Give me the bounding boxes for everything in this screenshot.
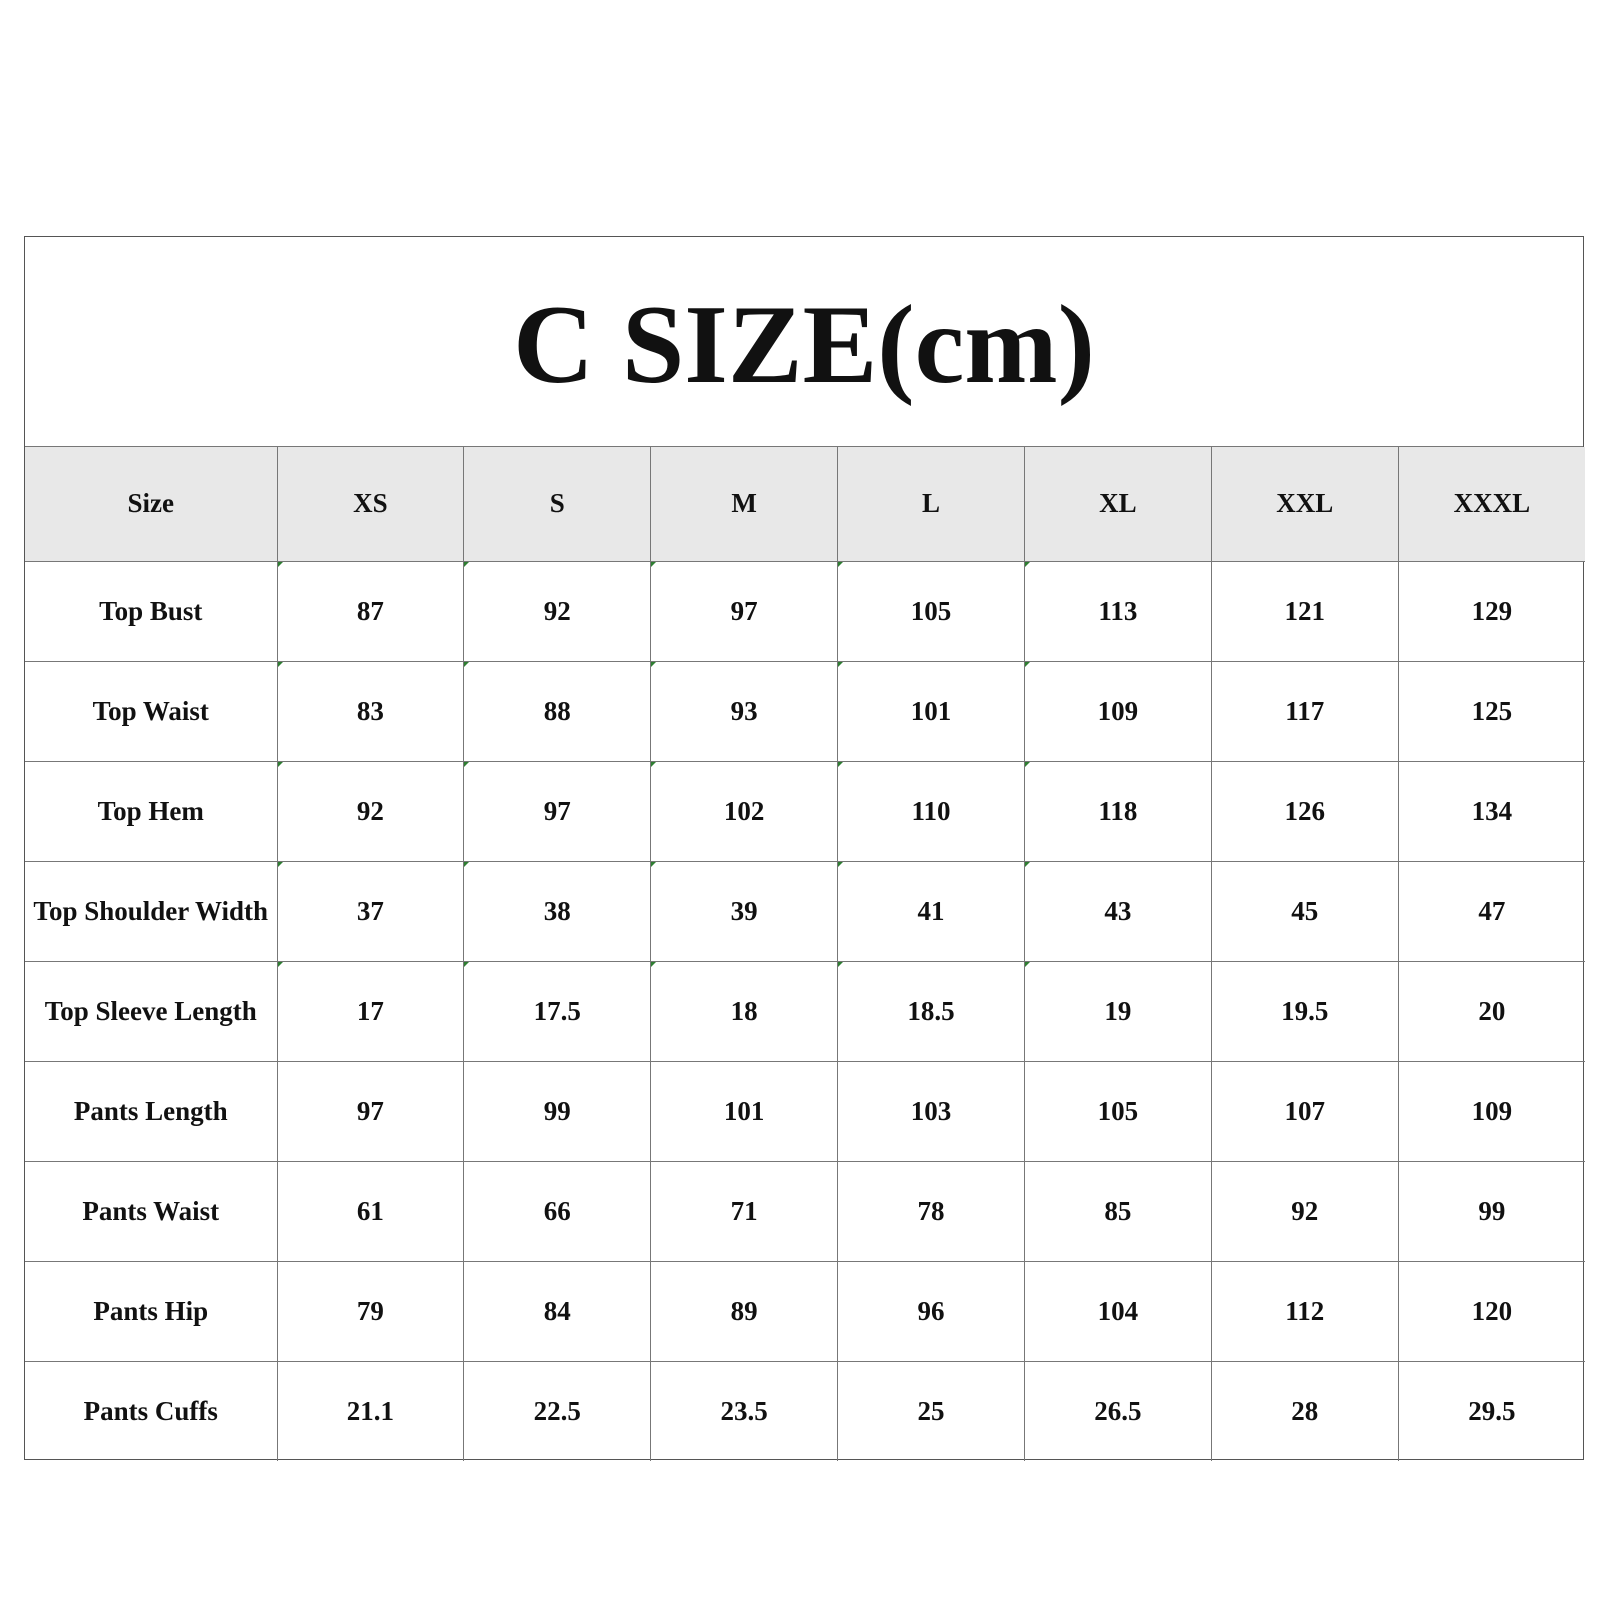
table-cell: 103 — [838, 1062, 1025, 1162]
table-cell: 102 — [651, 762, 838, 862]
table-cell: 83 — [277, 662, 464, 762]
table-cell: 78 — [838, 1162, 1025, 1262]
table-row — [25, 762, 1585, 862]
table-cell: 113 — [1024, 562, 1211, 662]
table-cell: 121 — [1211, 562, 1398, 662]
table-cell: 129 — [1398, 562, 1585, 662]
table-cell: 37 — [277, 862, 464, 962]
table-cell: 104 — [1024, 1262, 1211, 1362]
table-row — [25, 862, 1585, 962]
table-cell: 41 — [838, 862, 1025, 962]
table-cell: 85 — [1024, 1162, 1211, 1262]
column-header: XXXL — [1398, 447, 1585, 562]
table-cell: 38 — [464, 862, 651, 962]
table-cell: 97 — [651, 562, 838, 662]
table-cell: 96 — [838, 1262, 1025, 1362]
table-cell: 93 — [651, 662, 838, 762]
table-cell: 28 — [1211, 1362, 1398, 1462]
header-row — [25, 447, 1585, 562]
table-cell: 105 — [1024, 1062, 1211, 1162]
table-cell: 71 — [651, 1162, 838, 1262]
table-cell: 19 — [1024, 962, 1211, 1062]
table-cell: 66 — [464, 1162, 651, 1262]
table-cell: 112 — [1211, 1262, 1398, 1362]
table-cell: 110 — [838, 762, 1025, 862]
table-cell: 92 — [277, 762, 464, 862]
table-cell: 17 — [277, 962, 464, 1062]
table-cell: 61 — [277, 1162, 464, 1262]
table-cell: 26.5 — [1024, 1362, 1211, 1462]
table-cell: 92 — [464, 562, 651, 662]
table-cell: 97 — [464, 762, 651, 862]
table-cell: 47 — [1398, 862, 1585, 962]
table-cell: 97 — [277, 1062, 464, 1162]
corner-header: Size — [25, 447, 277, 562]
table-cell: 18.5 — [838, 962, 1025, 1062]
table-cell: 125 — [1398, 662, 1585, 762]
table-cell: 126 — [1211, 762, 1398, 862]
row-label: Pants Waist — [25, 1162, 277, 1262]
row-label: Top Bust — [25, 562, 277, 662]
table-cell: 39 — [651, 862, 838, 962]
column-header: L — [838, 447, 1025, 562]
table-row — [25, 662, 1585, 762]
column-header: S — [464, 447, 651, 562]
row-label: Pants Hip — [25, 1262, 277, 1362]
table-row — [25, 1262, 1585, 1362]
size-table — [25, 447, 1585, 1461]
table-cell: 118 — [1024, 762, 1211, 862]
column-header: XXL — [1211, 447, 1398, 562]
table-row — [25, 962, 1585, 1062]
table-cell: 107 — [1211, 1062, 1398, 1162]
table-cell: 22.5 — [464, 1362, 651, 1462]
table-cell: 25 — [838, 1362, 1025, 1462]
table-cell: 105 — [838, 562, 1025, 662]
size-chart — [24, 236, 1584, 1460]
table-cell: 87 — [277, 562, 464, 662]
table-cell: 134 — [1398, 762, 1585, 862]
row-label: Pants Cuffs — [25, 1362, 277, 1462]
column-header: XL — [1024, 447, 1211, 562]
row-label: Top Shoulder Width — [25, 862, 277, 962]
table-cell: 117 — [1211, 662, 1398, 762]
column-header: XS — [277, 447, 464, 562]
table-cell: 99 — [1398, 1162, 1585, 1262]
column-header: M — [651, 447, 838, 562]
table-cell: 43 — [1024, 862, 1211, 962]
table-cell: 101 — [838, 662, 1025, 762]
table-cell: 19.5 — [1211, 962, 1398, 1062]
table-cell: 29.5 — [1468, 1395, 1516, 1426]
table-cell: 92 — [1211, 1162, 1398, 1262]
table-cell: 79 — [277, 1262, 464, 1362]
table-cell: 84 — [464, 1262, 651, 1362]
table-cell: 109 — [1024, 662, 1211, 762]
table-row — [25, 1362, 1585, 1462]
table-cell: 17.5 — [464, 962, 651, 1062]
table-cell: 109 — [1398, 1062, 1585, 1162]
table-cell: 23.5 — [651, 1362, 838, 1462]
row-label: Pants Length — [25, 1062, 277, 1162]
row-label: Top Hem — [25, 762, 277, 862]
table-cell: 99 — [464, 1062, 651, 1162]
table-cell: 20 — [1398, 962, 1585, 1062]
table-cell: 45 — [1211, 862, 1398, 962]
table-cell: 101 — [651, 1062, 838, 1162]
chart-title: C SIZE(cm) — [25, 237, 1583, 447]
table-row — [25, 1162, 1585, 1262]
table-cell: 89 — [651, 1262, 838, 1362]
table-cell: 88 — [464, 662, 651, 762]
table-cell: 21.1 — [277, 1362, 464, 1462]
table-cell: 18 — [651, 962, 838, 1062]
row-label: Top Waist — [25, 662, 277, 762]
row-label: Top Sleeve Length — [25, 962, 277, 1062]
table-cell: 120 — [1398, 1262, 1585, 1362]
table-row — [25, 562, 1585, 662]
table-row — [25, 1062, 1585, 1162]
